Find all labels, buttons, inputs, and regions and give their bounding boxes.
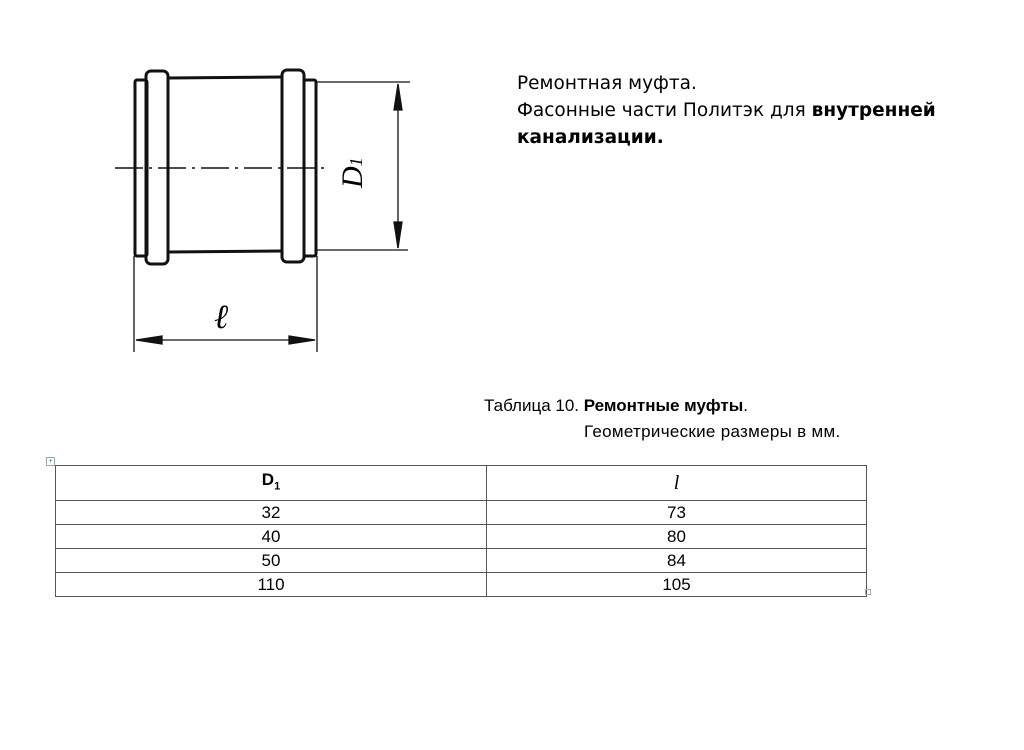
right-ring: [282, 70, 304, 262]
header-d1: $D_1$: [56, 466, 487, 501]
product-description: Ремонтная муфта. Фасонные части Политэк для внутренней канализации.: [517, 70, 936, 151]
length-label: ℓ: [214, 297, 229, 337]
table-row: 40 80: [56, 525, 867, 549]
product-title: Ремонтная муфта.: [517, 73, 697, 94]
header-l: l: [487, 466, 867, 501]
table-caption: Таблица 10. Ремонтные муфты.: [484, 396, 748, 415]
table-subtitle: Геометрические размеры в мм.: [584, 422, 841, 441]
dimensions-table: [55, 465, 867, 597]
table-move-handle-icon[interactable]: +: [46, 457, 55, 466]
table-row: 110 105: [56, 573, 867, 597]
table-row: 32 73: [56, 501, 867, 525]
table-header-row: [56, 466, 867, 501]
diameter-label: D1: [336, 157, 369, 188]
table-resize-handle[interactable]: [865, 589, 871, 595]
table-row: 50 84: [56, 549, 867, 573]
